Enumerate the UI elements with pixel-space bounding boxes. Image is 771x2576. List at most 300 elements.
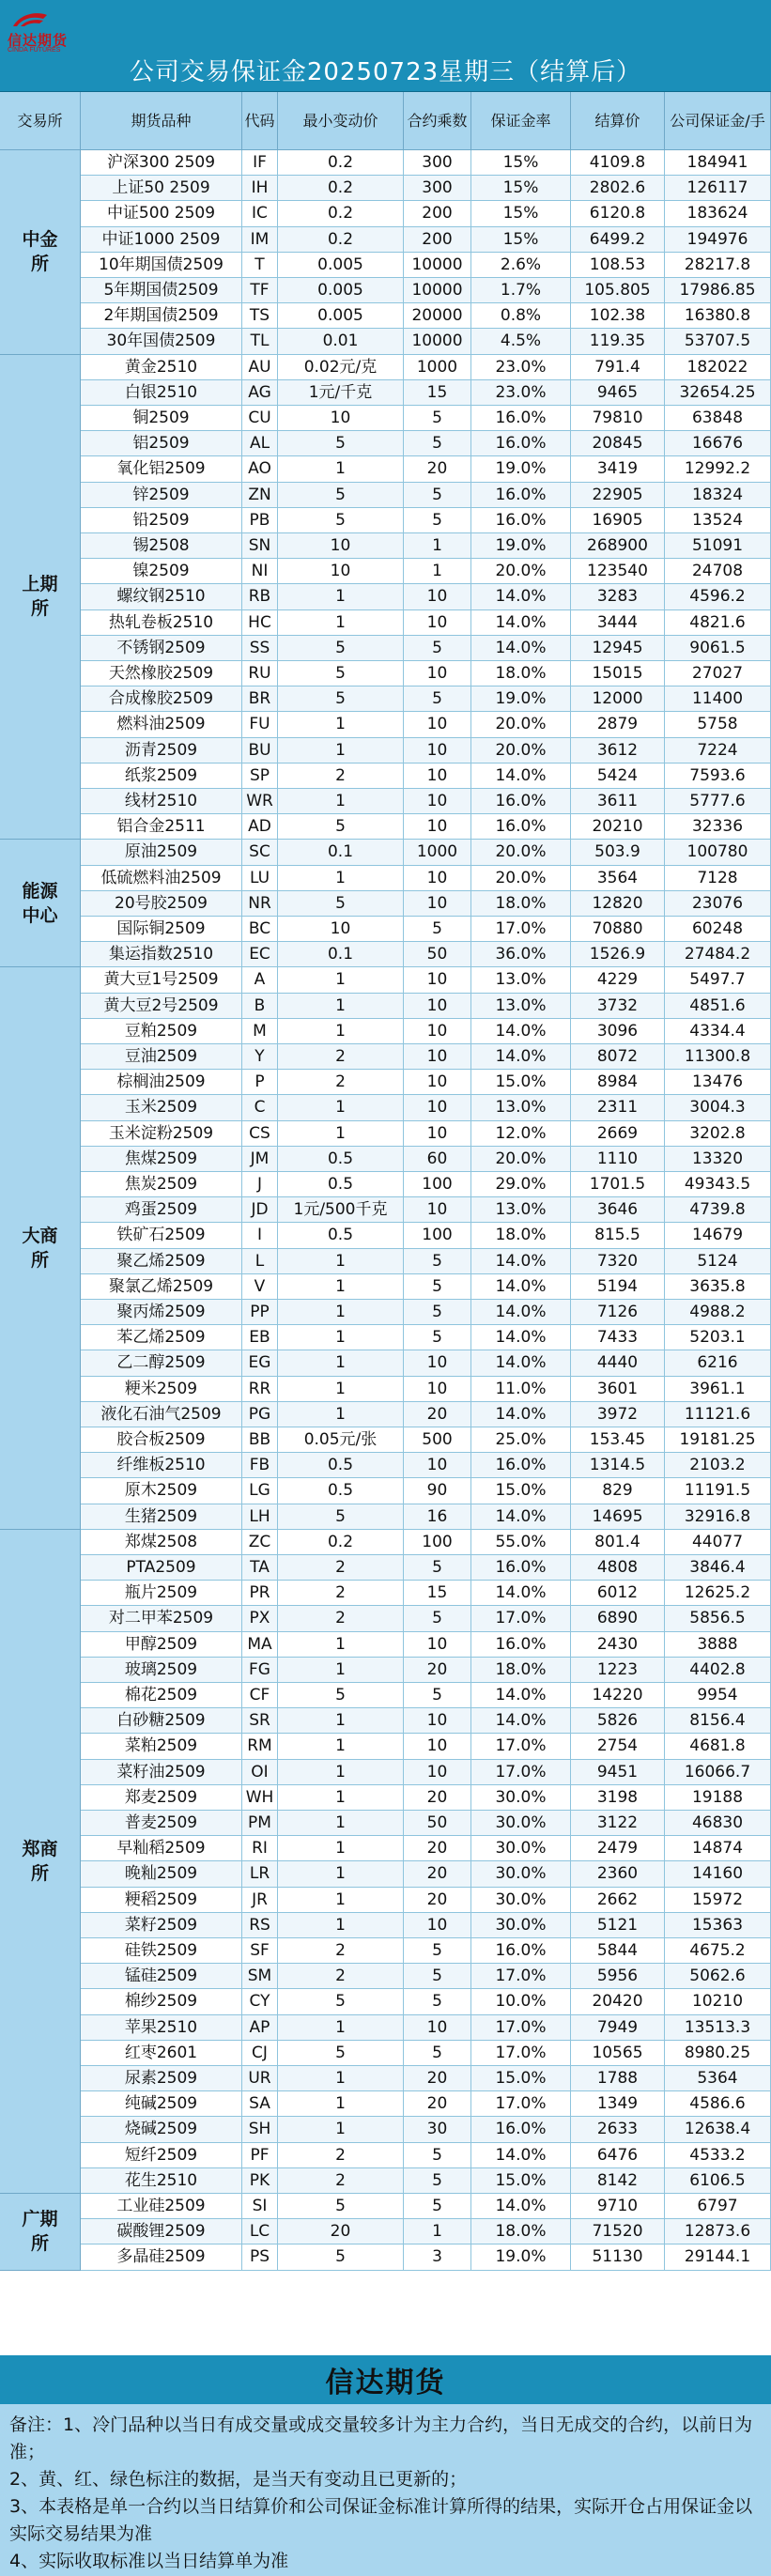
table-row [0, 1913, 771, 1938]
code-cell: CS [242, 1121, 278, 1147]
multiplier-cell: 20 [404, 1402, 471, 1427]
column-header-multiplier: 合约乘数 [404, 92, 471, 150]
settle-price-cell: 2754 [571, 1734, 665, 1759]
margin-rate-cell: 14.0% [471, 1350, 571, 1376]
product-cell: 上证50 2509 [81, 176, 242, 201]
tick-cell: 2 [278, 2168, 404, 2194]
margin-per-lot-cell: 8980.25 [665, 2041, 771, 2066]
code-cell: LU [242, 866, 278, 891]
product-cell: 焦煤2509 [81, 1147, 242, 1172]
product-cell: 10年期国债2509 [81, 253, 242, 278]
margin-per-lot-cell: 100780 [665, 840, 771, 865]
multiplier-cell: 20 [404, 2091, 471, 2117]
settle-price-cell: 15015 [571, 661, 665, 686]
settle-price-cell: 3283 [571, 584, 665, 609]
product-cell: 黄大豆2号2509 [81, 994, 242, 1019]
column-header-exchange: 交易所 [0, 92, 81, 150]
multiplier-cell: 5 [404, 483, 471, 508]
margin-rate-cell: 17.0% [471, 1760, 571, 1785]
code-cell: I [242, 1223, 278, 1248]
code-cell: V [242, 1274, 278, 1300]
code-cell: JD [242, 1197, 278, 1223]
settle-price-cell: 3419 [571, 456, 665, 482]
margin-rate-cell: 14.0% [471, 1300, 571, 1325]
code-cell: LR [242, 1861, 278, 1887]
multiplier-cell: 10 [404, 891, 471, 917]
margin-rate-cell: 14.0% [471, 1274, 571, 1300]
margin-per-lot-cell: 14679 [665, 1223, 771, 1248]
multiplier-cell: 5 [404, 2168, 471, 2194]
tick-cell: 0.2 [278, 1530, 404, 1555]
margin-per-lot-cell: 4596.2 [665, 584, 771, 609]
product-cell: 白银2510 [81, 380, 242, 406]
table-row [0, 2117, 771, 2142]
margin-per-lot-cell: 3888 [665, 1632, 771, 1658]
multiplier-cell: 10 [404, 1044, 471, 1070]
margin-per-lot-cell: 18324 [665, 483, 771, 508]
product-cell: 20号胶2509 [81, 891, 242, 917]
code-cell: RU [242, 661, 278, 686]
table-row [0, 176, 771, 201]
settle-price-cell: 12820 [571, 891, 665, 917]
tick-cell: 2 [278, 1964, 404, 1989]
margin-per-lot-cell: 49343.5 [665, 1172, 771, 1197]
table-row [0, 1504, 771, 1530]
product-cell: 锌2509 [81, 483, 242, 508]
product-cell: 瓶片2509 [81, 1581, 242, 1606]
margin-rate-cell: 14.0% [471, 584, 571, 609]
table-row [0, 712, 771, 737]
tick-cell: 0.5 [278, 1147, 404, 1172]
page-title: 公司交易保证金20250723星期三（结算后） [129, 58, 642, 86]
code-cell: A [242, 967, 278, 993]
margin-rate-cell: 14.0% [471, 764, 571, 789]
margin-rate-cell: 18.0% [471, 891, 571, 917]
multiplier-cell: 20 [404, 2066, 471, 2091]
margin-rate-cell: 13.0% [471, 967, 571, 993]
code-cell: BB [242, 1427, 278, 1453]
margin-per-lot-cell: 4739.8 [665, 1197, 771, 1223]
table-row [0, 483, 771, 508]
table-row [0, 840, 771, 865]
multiplier-cell: 5 [404, 406, 471, 431]
margin-rate-cell: 30.0% [471, 1913, 571, 1938]
product-cell: 苯乙烯2509 [81, 1325, 242, 1350]
table-row [0, 1249, 771, 1274]
settle-price-cell: 5844 [571, 1938, 665, 1964]
product-cell: 甲醇2509 [81, 1632, 242, 1658]
code-cell: ZC [242, 1530, 278, 1555]
margin-rate-cell: 20.0% [471, 738, 571, 764]
tick-cell: 1 [278, 789, 404, 814]
multiplier-cell: 300 [404, 176, 471, 201]
product-cell: 硅铁2509 [81, 1938, 242, 1964]
margin-rate-cell: 30.0% [471, 1811, 571, 1836]
margin-per-lot-cell: 27027 [665, 661, 771, 686]
product-cell: 氧化铝2509 [81, 456, 242, 482]
multiplier-cell: 3 [404, 2244, 471, 2270]
tick-cell: 1 [278, 1708, 404, 1734]
table-row [0, 1377, 771, 1402]
brand-footer-bar: 信达期货 [0, 2355, 771, 2404]
product-cell: 郑麦2509 [81, 1785, 242, 1811]
product-cell: 螺纹钢2510 [81, 584, 242, 609]
margin-per-lot-cell: 2103.2 [665, 1453, 771, 1478]
margin-rate-cell: 15% [471, 176, 571, 201]
settle-price-cell: 2311 [571, 1095, 665, 1120]
tick-cell: 0.01 [278, 329, 404, 354]
code-cell: AL [242, 431, 278, 456]
product-cell: PTA2509 [81, 1555, 242, 1581]
settle-price-cell: 801.4 [571, 1530, 665, 1555]
tick-cell: 1 [278, 1811, 404, 1836]
table-row [0, 2194, 771, 2219]
margin-rate-cell: 23.0% [471, 380, 571, 406]
tick-cell: 5 [278, 2041, 404, 2066]
settle-price-cell: 829 [571, 1478, 665, 1504]
settle-price-cell: 3646 [571, 1197, 665, 1223]
table-row [0, 1811, 771, 1836]
code-cell: M [242, 1019, 278, 1044]
code-cell: J [242, 1172, 278, 1197]
code-cell: SS [242, 636, 278, 661]
margin-rate-cell: 0.8% [471, 303, 571, 329]
margin-per-lot-cell: 11191.5 [665, 1478, 771, 1504]
margin-per-lot-cell: 4821.6 [665, 610, 771, 636]
table-row [0, 2244, 771, 2270]
table-row [0, 2168, 771, 2194]
tick-cell: 2 [278, 1555, 404, 1581]
multiplier-cell: 15 [404, 1581, 471, 1606]
tick-cell: 0.2 [278, 176, 404, 201]
margin-per-lot-cell: 14160 [665, 1861, 771, 1887]
product-cell: 对二甲苯2509 [81, 1606, 242, 1631]
product-cell: 30年国债2509 [81, 329, 242, 354]
multiplier-cell: 30 [404, 2117, 471, 2142]
code-cell: WR [242, 789, 278, 814]
margin-per-lot-cell: 51091 [665, 533, 771, 559]
table-row [0, 2143, 771, 2168]
tick-cell: 1 [278, 1249, 404, 1274]
table-row [0, 789, 771, 814]
table-row [0, 1300, 771, 1325]
settle-price-cell: 153.45 [571, 1427, 665, 1453]
code-cell: PB [242, 508, 278, 533]
product-cell: 苹果2510 [81, 2015, 242, 2041]
multiplier-cell: 5 [404, 2041, 471, 2066]
margin-rate-cell: 14.0% [471, 1708, 571, 1734]
code-cell: LC [242, 2219, 278, 2244]
tick-cell: 10 [278, 533, 404, 559]
product-cell: 豆粕2509 [81, 1019, 242, 1044]
tick-cell: 1 [278, 1325, 404, 1350]
code-cell: PM [242, 1811, 278, 1836]
code-cell: IF [242, 150, 278, 176]
code-cell: IM [242, 227, 278, 253]
settle-price-cell: 2360 [571, 1861, 665, 1887]
settle-price-cell: 1223 [571, 1658, 665, 1683]
multiplier-cell: 10 [404, 967, 471, 993]
margin-per-lot-cell: 11121.6 [665, 1402, 771, 1427]
settle-price-cell: 3601 [571, 1377, 665, 1402]
settle-price-cell: 20420 [571, 1989, 665, 2014]
table-row [0, 584, 771, 609]
tick-cell: 1 [278, 2091, 404, 2117]
product-cell: 原油2509 [81, 840, 242, 865]
multiplier-cell: 5 [404, 2143, 471, 2168]
margin-rate-cell: 17.0% [471, 1734, 571, 1759]
product-cell: 工业硅2509 [81, 2194, 242, 2219]
margin-rate-cell: 17.0% [471, 2015, 571, 2041]
margin-per-lot-cell: 7593.6 [665, 764, 771, 789]
multiplier-cell: 5 [404, 917, 471, 942]
code-cell: AO [242, 456, 278, 482]
product-cell: 聚乙烯2509 [81, 1249, 242, 1274]
table-row [0, 1836, 771, 1861]
table-row [0, 2066, 771, 2091]
multiplier-cell: 10 [404, 1913, 471, 1938]
multiplier-cell: 10 [404, 1019, 471, 1044]
tick-cell: 1 [278, 456, 404, 482]
multiplier-cell: 10 [404, 789, 471, 814]
table-row [0, 1197, 771, 1223]
margin-per-lot-cell: 19181.25 [665, 1427, 771, 1453]
settle-price-cell: 268900 [571, 533, 665, 559]
margin-per-lot-cell: 5364 [665, 2066, 771, 2091]
margin-per-lot-cell: 44077 [665, 1530, 771, 1555]
multiplier-cell: 10 [404, 1377, 471, 1402]
settle-price-cell: 8072 [571, 1044, 665, 1070]
settle-price-cell: 70880 [571, 917, 665, 942]
multiplier-cell: 200 [404, 227, 471, 253]
product-cell: 5年期国债2509 [81, 278, 242, 303]
product-cell: 多晶硅2509 [81, 2244, 242, 2270]
tick-cell: 5 [278, 686, 404, 712]
multiplier-cell: 10 [404, 1197, 471, 1223]
code-cell: OI [242, 1760, 278, 1785]
code-cell: JM [242, 1147, 278, 1172]
tick-cell: 1 [278, 967, 404, 993]
table-row [0, 1989, 771, 2014]
multiplier-cell: 10 [404, 1708, 471, 1734]
settle-price-cell: 20210 [571, 814, 665, 840]
code-cell: SP [242, 764, 278, 789]
margin-per-lot-cell: 3961.1 [665, 1377, 771, 1402]
settle-price-cell: 3611 [571, 789, 665, 814]
code-cell: Y [242, 1044, 278, 1070]
tick-cell: 5 [278, 636, 404, 661]
settle-price-cell: 7433 [571, 1325, 665, 1350]
margin-rate-cell: 14.0% [471, 1581, 571, 1606]
margin-rate-cell: 19.0% [471, 456, 571, 482]
multiplier-cell: 10 [404, 764, 471, 789]
margin-rate-cell: 16.0% [471, 1555, 571, 1581]
settle-price-cell: 7126 [571, 1300, 665, 1325]
table-row [0, 355, 771, 380]
settle-price-cell: 503.9 [571, 840, 665, 865]
product-cell: 2年期国债2509 [81, 303, 242, 329]
margin-rate-cell: 14.0% [471, 1044, 571, 1070]
code-cell: AD [242, 814, 278, 840]
multiplier-cell: 20 [404, 1888, 471, 1913]
settle-price-cell: 7949 [571, 2015, 665, 2041]
product-cell: 菜籽油2509 [81, 1760, 242, 1785]
title-bar [0, 0, 771, 92]
multiplier-cell: 15 [404, 380, 471, 406]
margin-per-lot-cell: 19188 [665, 1785, 771, 1811]
settle-price-cell: 4440 [571, 1350, 665, 1376]
multiplier-cell: 5 [404, 1555, 471, 1581]
settle-price-cell: 71520 [571, 2219, 665, 2244]
product-cell: 锰硅2509 [81, 1964, 242, 1989]
margin-rate-cell: 15% [471, 227, 571, 253]
multiplier-cell: 50 [404, 942, 471, 967]
margin-rate-cell: 17.0% [471, 1964, 571, 1989]
margin-per-lot-cell: 5203.1 [665, 1325, 771, 1350]
margin-rate-cell: 20.0% [471, 1147, 571, 1172]
margin-rate-cell: 17.0% [471, 917, 571, 942]
code-cell: C [242, 1095, 278, 1120]
table-row [0, 738, 771, 764]
margin-per-lot-cell: 7128 [665, 866, 771, 891]
margin-rate-cell: 15.0% [471, 2066, 571, 2091]
multiplier-cell: 10 [404, 712, 471, 737]
settle-price-cell: 5424 [571, 764, 665, 789]
tick-cell: 5 [278, 2194, 404, 2219]
tick-cell: 0.5 [278, 1223, 404, 1248]
product-cell: 聚氯乙烯2509 [81, 1274, 242, 1300]
margin-per-lot-cell: 13513.3 [665, 2015, 771, 2041]
product-cell: 低硫燃料油2509 [81, 866, 242, 891]
settle-price-cell: 815.5 [571, 1223, 665, 1248]
code-cell: AU [242, 355, 278, 380]
settle-price-cell: 3564 [571, 866, 665, 891]
tick-cell: 5 [278, 661, 404, 686]
settle-price-cell: 4109.8 [571, 150, 665, 176]
margin-per-lot-cell: 32916.8 [665, 1504, 771, 1530]
tick-cell: 1 [278, 1861, 404, 1887]
code-cell: L [242, 1249, 278, 1274]
margin-per-lot-cell: 16380.8 [665, 303, 771, 329]
tick-cell: 0.2 [278, 227, 404, 253]
tick-cell: 1 [278, 1019, 404, 1044]
settle-price-cell: 3198 [571, 1785, 665, 1811]
tick-cell: 10 [278, 917, 404, 942]
multiplier-cell: 10000 [404, 278, 471, 303]
tick-cell: 2 [278, 1044, 404, 1070]
settle-price-cell: 6890 [571, 1606, 665, 1631]
margin-per-lot-cell: 23076 [665, 891, 771, 917]
margin-rate-cell: 14.0% [471, 2194, 571, 2219]
settle-price-cell: 2669 [571, 1121, 665, 1147]
multiplier-cell: 20 [404, 1658, 471, 1683]
code-cell: AP [242, 2015, 278, 2041]
multiplier-cell: 5 [404, 1325, 471, 1350]
tick-cell: 0.05元/张 [278, 1427, 404, 1453]
table-row [0, 508, 771, 533]
margin-per-lot-cell: 6216 [665, 1350, 771, 1376]
product-cell: 天然橡胶2509 [81, 661, 242, 686]
settle-price-cell: 14220 [571, 1683, 665, 1708]
product-cell: 普麦2509 [81, 1811, 242, 1836]
logo-chinese-text: 信达期货 [8, 32, 69, 49]
multiplier-cell: 1 [404, 559, 471, 584]
margin-rate-cell: 16.0% [471, 1938, 571, 1964]
margin-per-lot-cell: 182022 [665, 355, 771, 380]
table-row [0, 201, 771, 226]
tick-cell: 0.005 [278, 278, 404, 303]
product-cell: 粳米2509 [81, 1377, 242, 1402]
margin-rate-cell: 20.0% [471, 712, 571, 737]
multiplier-cell: 300 [404, 150, 471, 176]
product-cell: 集运指数2510 [81, 942, 242, 967]
margin-rate-cell: 17.0% [471, 1606, 571, 1631]
margin-rate-cell: 14.0% [471, 636, 571, 661]
margin-per-lot-cell: 53707.5 [665, 329, 771, 354]
column-header-product: 期货品种 [81, 92, 242, 150]
settle-price-cell: 119.35 [571, 329, 665, 354]
margin-per-lot-cell: 13476 [665, 1070, 771, 1095]
tick-cell: 5 [278, 483, 404, 508]
margin-rate-cell: 20.0% [471, 559, 571, 584]
code-cell: FB [242, 1453, 278, 1478]
settle-price-cell: 6120.8 [571, 201, 665, 226]
margin-per-lot-cell: 6106.5 [665, 2168, 771, 2194]
company-logo [6, 9, 96, 54]
logo-english-text: CINDA FUTURES [8, 47, 61, 54]
column-header-settle-price: 结算价 [571, 92, 665, 150]
code-cell: TA [242, 1555, 278, 1581]
product-cell: 纤维板2510 [81, 1453, 242, 1478]
multiplier-cell: 90 [404, 1478, 471, 1504]
product-cell: 沥青2509 [81, 738, 242, 764]
table-row [0, 866, 771, 891]
table-header-row [0, 92, 771, 150]
table-row [0, 917, 771, 942]
margin-rate-cell: 2.6% [471, 253, 571, 278]
tick-cell: 0.1 [278, 942, 404, 967]
code-cell: HC [242, 610, 278, 636]
code-cell: UR [242, 2066, 278, 2091]
code-cell: P [242, 1070, 278, 1095]
margin-per-lot-cell: 5758 [665, 712, 771, 737]
margin-per-lot-cell: 12992.2 [665, 456, 771, 482]
settle-price-cell: 14695 [571, 1504, 665, 1530]
settle-price-cell: 3122 [571, 1811, 665, 1836]
code-cell: RS [242, 1913, 278, 1938]
product-cell: 豆油2509 [81, 1044, 242, 1070]
multiplier-cell: 5 [404, 686, 471, 712]
multiplier-cell: 100 [404, 1530, 471, 1555]
table-row [0, 942, 771, 967]
tick-cell: 1 [278, 1121, 404, 1147]
note-line: 2、黄、红、绿色标注的数据，是当天有变动且已更新的； [9, 2469, 468, 2490]
multiplier-cell: 5 [404, 1300, 471, 1325]
margin-per-lot-cell: 4681.8 [665, 1734, 771, 1759]
settle-price-cell: 1110 [571, 1147, 665, 1172]
margin-rate-cell: 15% [471, 150, 571, 176]
product-cell: 铝2509 [81, 431, 242, 456]
product-cell: 不锈钢2509 [81, 636, 242, 661]
margin-rate-cell: 12.0% [471, 1121, 571, 1147]
code-cell: SI [242, 2194, 278, 2219]
table-row [0, 814, 771, 840]
code-cell: EC [242, 942, 278, 967]
margin-per-lot-cell: 4988.2 [665, 1300, 771, 1325]
tick-cell: 1 [278, 1913, 404, 1938]
code-cell: BU [242, 738, 278, 764]
settle-price-cell: 51130 [571, 2244, 665, 2270]
